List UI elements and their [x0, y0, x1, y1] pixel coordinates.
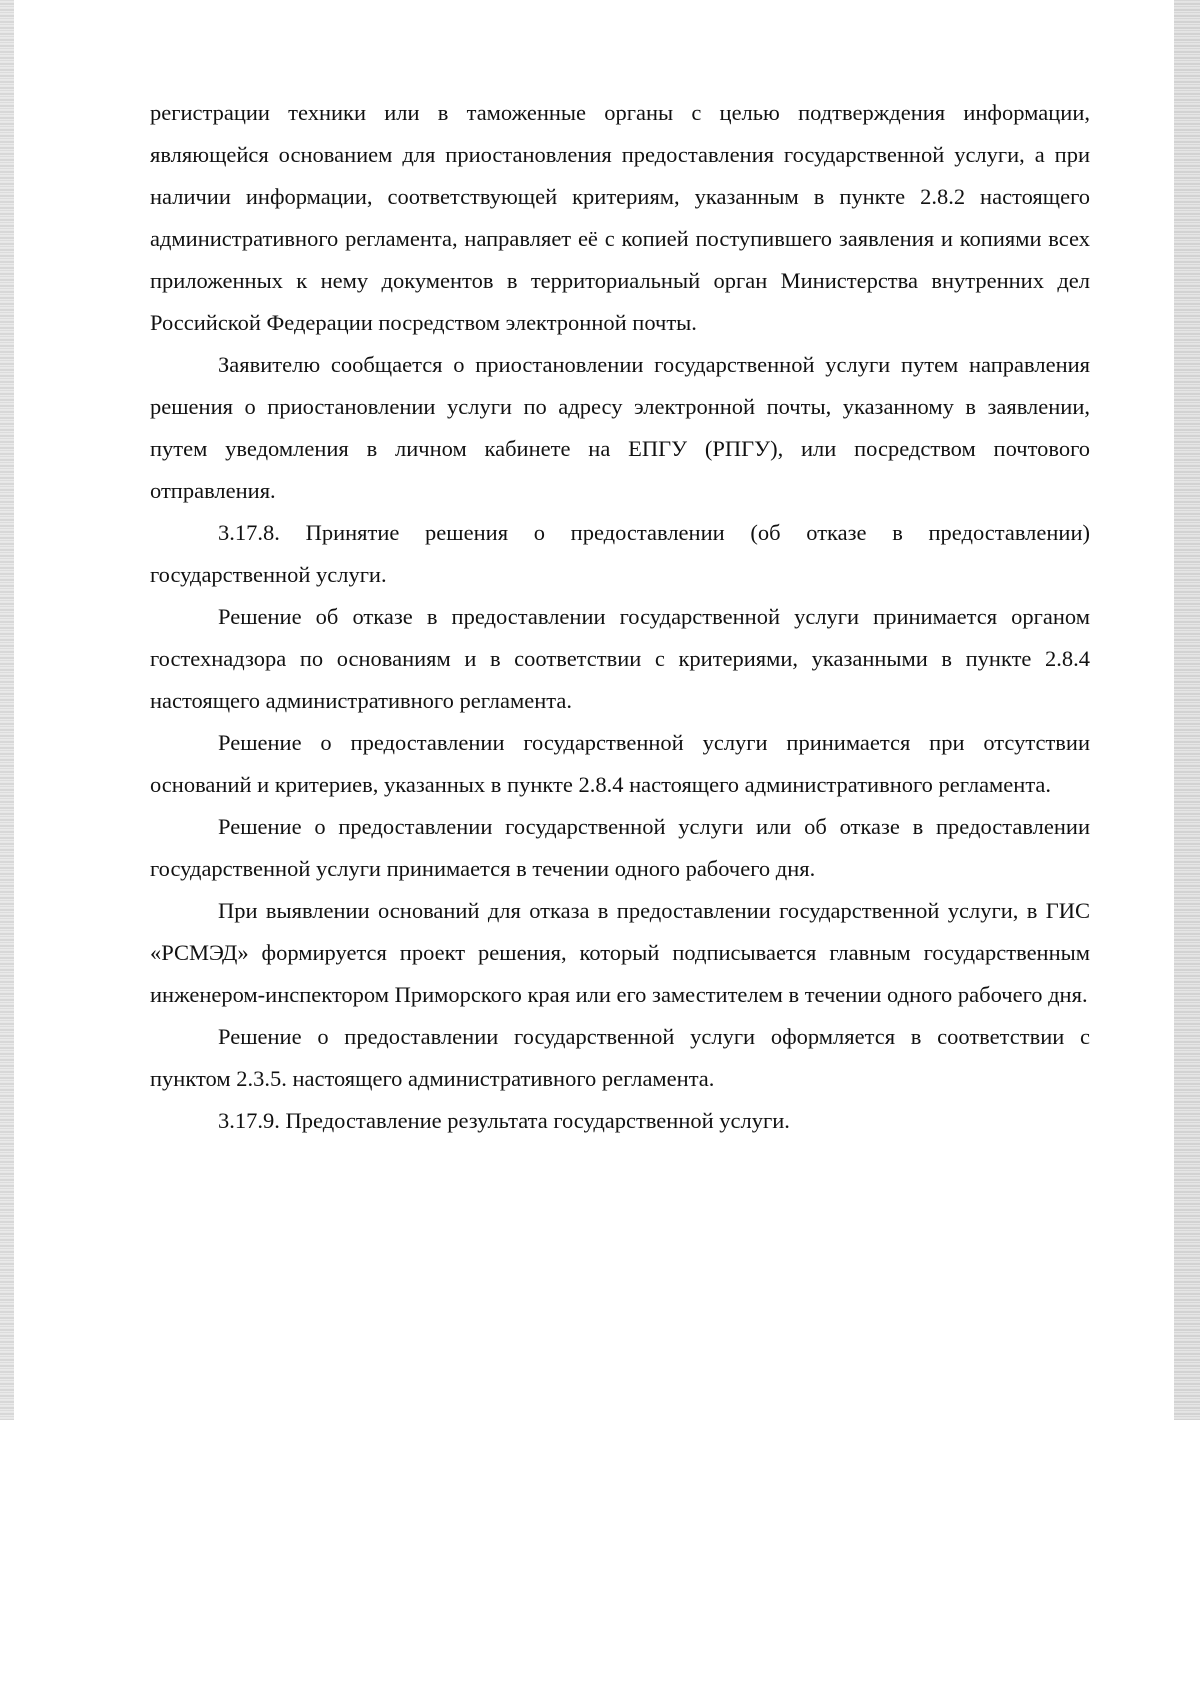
section-heading-3-17-8: 3.17.8. Принятие решения о предоставлении (об отказе в предоставлении) государственной услуги. — [150, 520, 1090, 587]
paragraph-continuation: регистрации техники или в таможенные органы с целью подтверждения информации, являющейся основанием для приостановления предоставления государственной услуги, а при наличии информации, соответствующей критериям, указанным в пункте 2.8.2 настоящего административного регламента, направляет её с копией поступившего заявления и копиями всех приложенных к нему документов в территориальный орган Министерства внутренних дел Российской Федерации посредством электронной почты. — [150, 100, 1090, 335]
paragraph-decision-deadline: Решение о предоставлении государственной услуги или об отказе в предоставлении государственной услуги принимается в течении одного рабочего дня. — [150, 814, 1090, 881]
scan-edge-right — [1174, 0, 1200, 1420]
paragraph-provision-decision: Решение о предоставлении государственной услуги принимается при отсутствии оснований и критериев, указанных в пункте 2.8.4 настоящего административного регламента. — [150, 730, 1090, 797]
document-body — [150, 92, 1090, 1142]
paragraph-applicant-notice: Заявителю сообщается о приостановлении государственной услуги путем направления решения о приостановлении услуги по адресу электронной почты, указанному в заявлении, путем уведомления в личном кабинете на ЕПГУ (РПГУ), или посредством почтового отправления. — [150, 352, 1090, 503]
paragraph-gis-draft: При выявлении оснований для отказа в предоставлении государственной услуги, в ГИС «РСМЭД» формируется проект решения, который подписывается главным государственным инженером-инспектором Приморского края или его заместителем в течении одного рабочего дня. — [150, 898, 1090, 1007]
scan-edge-left — [0, 0, 14, 1420]
paragraph-refusal-decision: Решение об отказе в предоставлении государственной услуги принимается органом гостехнадзора по основаниям и в соответствии с критериями, указанными в пункте 2.8.4 настоящего административного регламента. — [150, 604, 1090, 713]
section-heading-3-17-9: 3.17.9. Предоставление результата государственной услуги. — [218, 1108, 790, 1133]
paragraph-decision-form: Решение о предоставлении государственной услуги оформляется в соответствии с пунктом 2.3.5. настоящего административного регламента. — [150, 1024, 1090, 1091]
